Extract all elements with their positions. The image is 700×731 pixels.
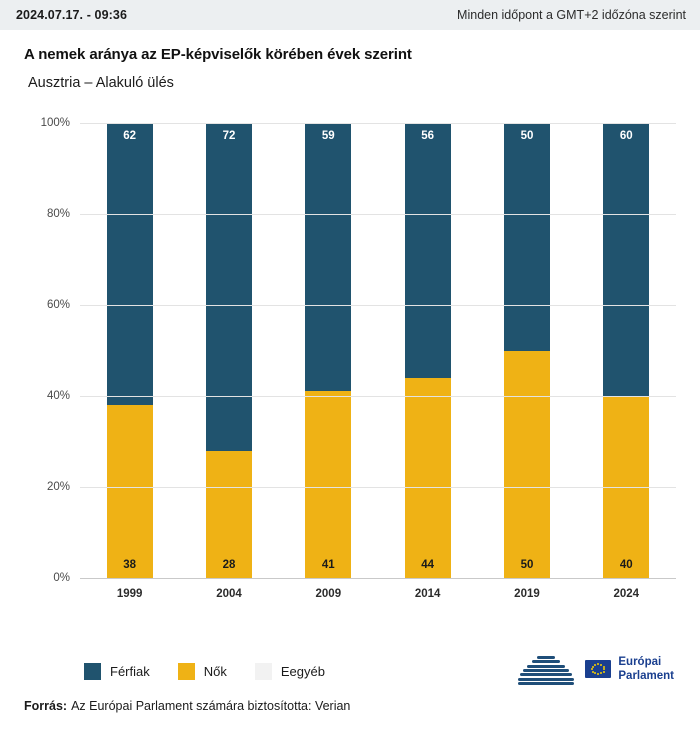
x-axis-tick: 2014 (414, 588, 441, 600)
plot-region (40, 117, 676, 584)
page-title: A nemek aránya az EP-képviselők körében évek szerint (24, 46, 412, 63)
bar-segment[interactable] (107, 405, 153, 578)
x-axis-tick: 1999 (116, 588, 143, 600)
legend-swatch-female (178, 663, 195, 680)
bar-segment[interactable] (603, 123, 649, 396)
y-axis-tick: 0% (53, 572, 70, 584)
european-parliament-logo (517, 652, 674, 686)
x-axis-labels (80, 588, 676, 600)
bar-segment[interactable] (405, 123, 451, 378)
bar-value-label: 60 (619, 130, 633, 142)
logo-text-block (585, 655, 674, 684)
bar-segment[interactable] (107, 123, 153, 405)
bar-column[interactable] (603, 123, 649, 578)
x-axis-tick: 2004 (216, 588, 242, 600)
x-axis-tick: 2024 (613, 588, 640, 600)
bar-column[interactable] (504, 123, 550, 578)
bar-value-label: 44 (421, 559, 435, 571)
bar-segment[interactable] (206, 123, 252, 451)
bar-segment[interactable] (504, 123, 550, 351)
bar-segment[interactable] (305, 391, 351, 578)
title-block (0, 30, 700, 91)
y-axis-tick: 80% (46, 208, 70, 220)
x-axis-tick: 2019 (514, 588, 540, 600)
page-subtitle: Ausztria – Alakuló ülés (28, 75, 174, 91)
grid-line (80, 305, 676, 306)
bar-group (80, 123, 676, 578)
grid-line (80, 487, 676, 488)
x-axis-tick: 2009 (315, 588, 342, 600)
timezone-note: Minden időpont a GMT+2 időzóna szerint (457, 8, 686, 22)
legend-swatch-other (255, 663, 272, 680)
bar-column[interactable] (405, 123, 451, 578)
bar-column[interactable] (206, 123, 252, 578)
y-axis-tick: 100% (40, 117, 70, 129)
source-note (24, 699, 350, 713)
source-label: Forrás: (24, 699, 68, 713)
bar-column[interactable] (305, 123, 351, 578)
bar-segment[interactable] (206, 451, 252, 578)
y-axis-tick: 60% (46, 299, 70, 311)
chart-area (24, 113, 676, 600)
bar-value-label: 62 (123, 130, 137, 143)
bar-column[interactable] (107, 123, 153, 578)
y-axis-tick: 20% (46, 481, 70, 493)
bar-segment[interactable] (504, 351, 550, 579)
logo-line-1: Európai (618, 655, 662, 668)
logo-text (618, 655, 674, 684)
bar-value-label: 40 (619, 559, 633, 571)
bar-value-label: 50 (520, 559, 534, 571)
grid-line (80, 214, 676, 215)
grid-line (80, 123, 676, 124)
legend-item-other[interactable] (255, 663, 325, 680)
parliament-hemicycle-icon (517, 652, 575, 686)
legend-label-female: Nők (203, 664, 227, 679)
y-axis-tick: 40% (46, 390, 70, 402)
bar-value-label: 50 (520, 130, 534, 142)
bar-value-label: 72 (222, 130, 236, 143)
legend-label-male: Férfiak (110, 664, 150, 679)
timestamp-label: 2024.07.17. - 09:36 (16, 8, 128, 22)
eu-flag-icon (585, 660, 611, 678)
grid-line (80, 578, 676, 579)
bar-value-label: 38 (123, 559, 137, 571)
source-text: Az Európai Parlament számára biztosította: Verian (71, 699, 351, 713)
bar-segment[interactable] (305, 123, 351, 391)
top-status-bar (0, 0, 700, 30)
bar-value-label: 59 (321, 130, 335, 143)
legend-swatch-male (84, 663, 101, 680)
bar-value-label: 56 (421, 130, 435, 143)
bar-value-label: 41 (321, 559, 335, 571)
legend-item-male[interactable] (84, 663, 150, 680)
bar-segment[interactable] (405, 378, 451, 578)
bar-value-label: 28 (222, 559, 236, 571)
chart-legend (84, 663, 325, 680)
grid-line (80, 396, 676, 397)
legend-item-female[interactable] (178, 663, 227, 680)
logo-line-2: Parlament (618, 670, 674, 682)
legend-label-other: Eegyéb (280, 664, 325, 679)
